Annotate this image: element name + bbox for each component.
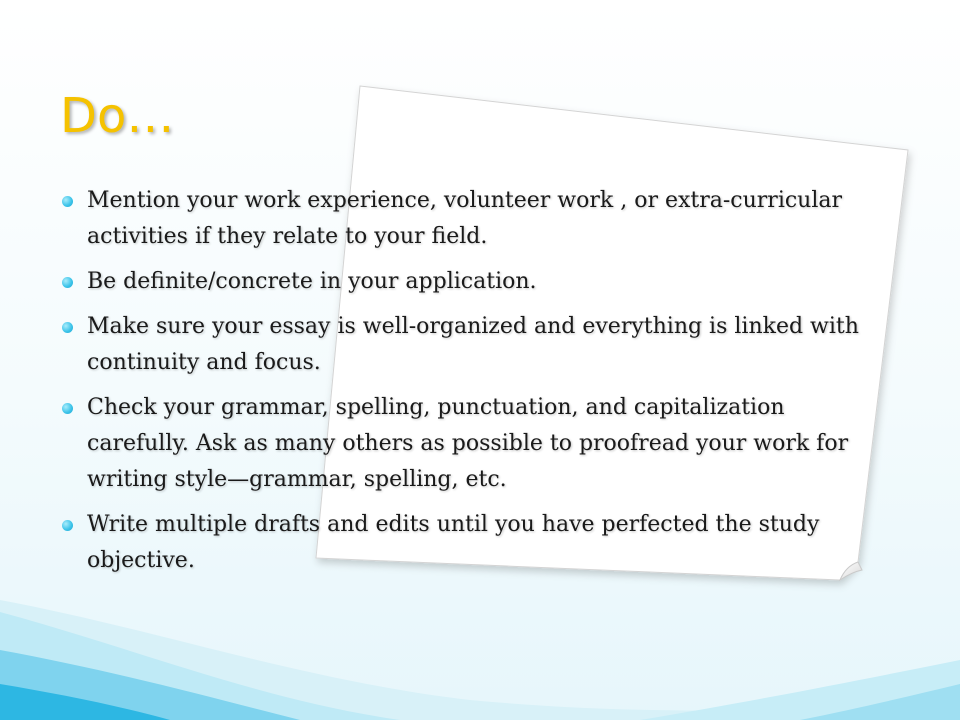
bullet-dot-icon — [62, 403, 73, 414]
bullet-dot-icon — [62, 277, 73, 288]
bullet-text: Mention your work experience, volunteer work , or extra-curricular activities if they relate to your field. — [87, 188, 843, 249]
bullet-dot-icon — [62, 322, 73, 333]
bullet-item — [62, 264, 862, 300]
bullet-item — [62, 390, 862, 498]
bullet-list — [62, 183, 862, 588]
slide-title: Do… — [60, 88, 175, 144]
bullet-text: Be definite/concrete in your application. — [87, 269, 537, 294]
bullet-item — [62, 183, 862, 255]
bullet-text: Make sure your essay is well-organized and everything is linked with continuity and focus. — [87, 314, 859, 375]
bullet-dot-icon — [62, 520, 73, 531]
bullet-dot-icon — [62, 196, 73, 207]
bullet-item — [62, 309, 862, 381]
bullet-text: Check your grammar, spelling, punctuation, and capitalization carefully. Ask as many others as possible to proofread your work for writing style—grammar, spelling, etc. — [87, 395, 849, 492]
bullet-item — [62, 507, 862, 579]
bullet-text: Write multiple drafts and edits until you have perfected the study objective. — [87, 512, 820, 573]
